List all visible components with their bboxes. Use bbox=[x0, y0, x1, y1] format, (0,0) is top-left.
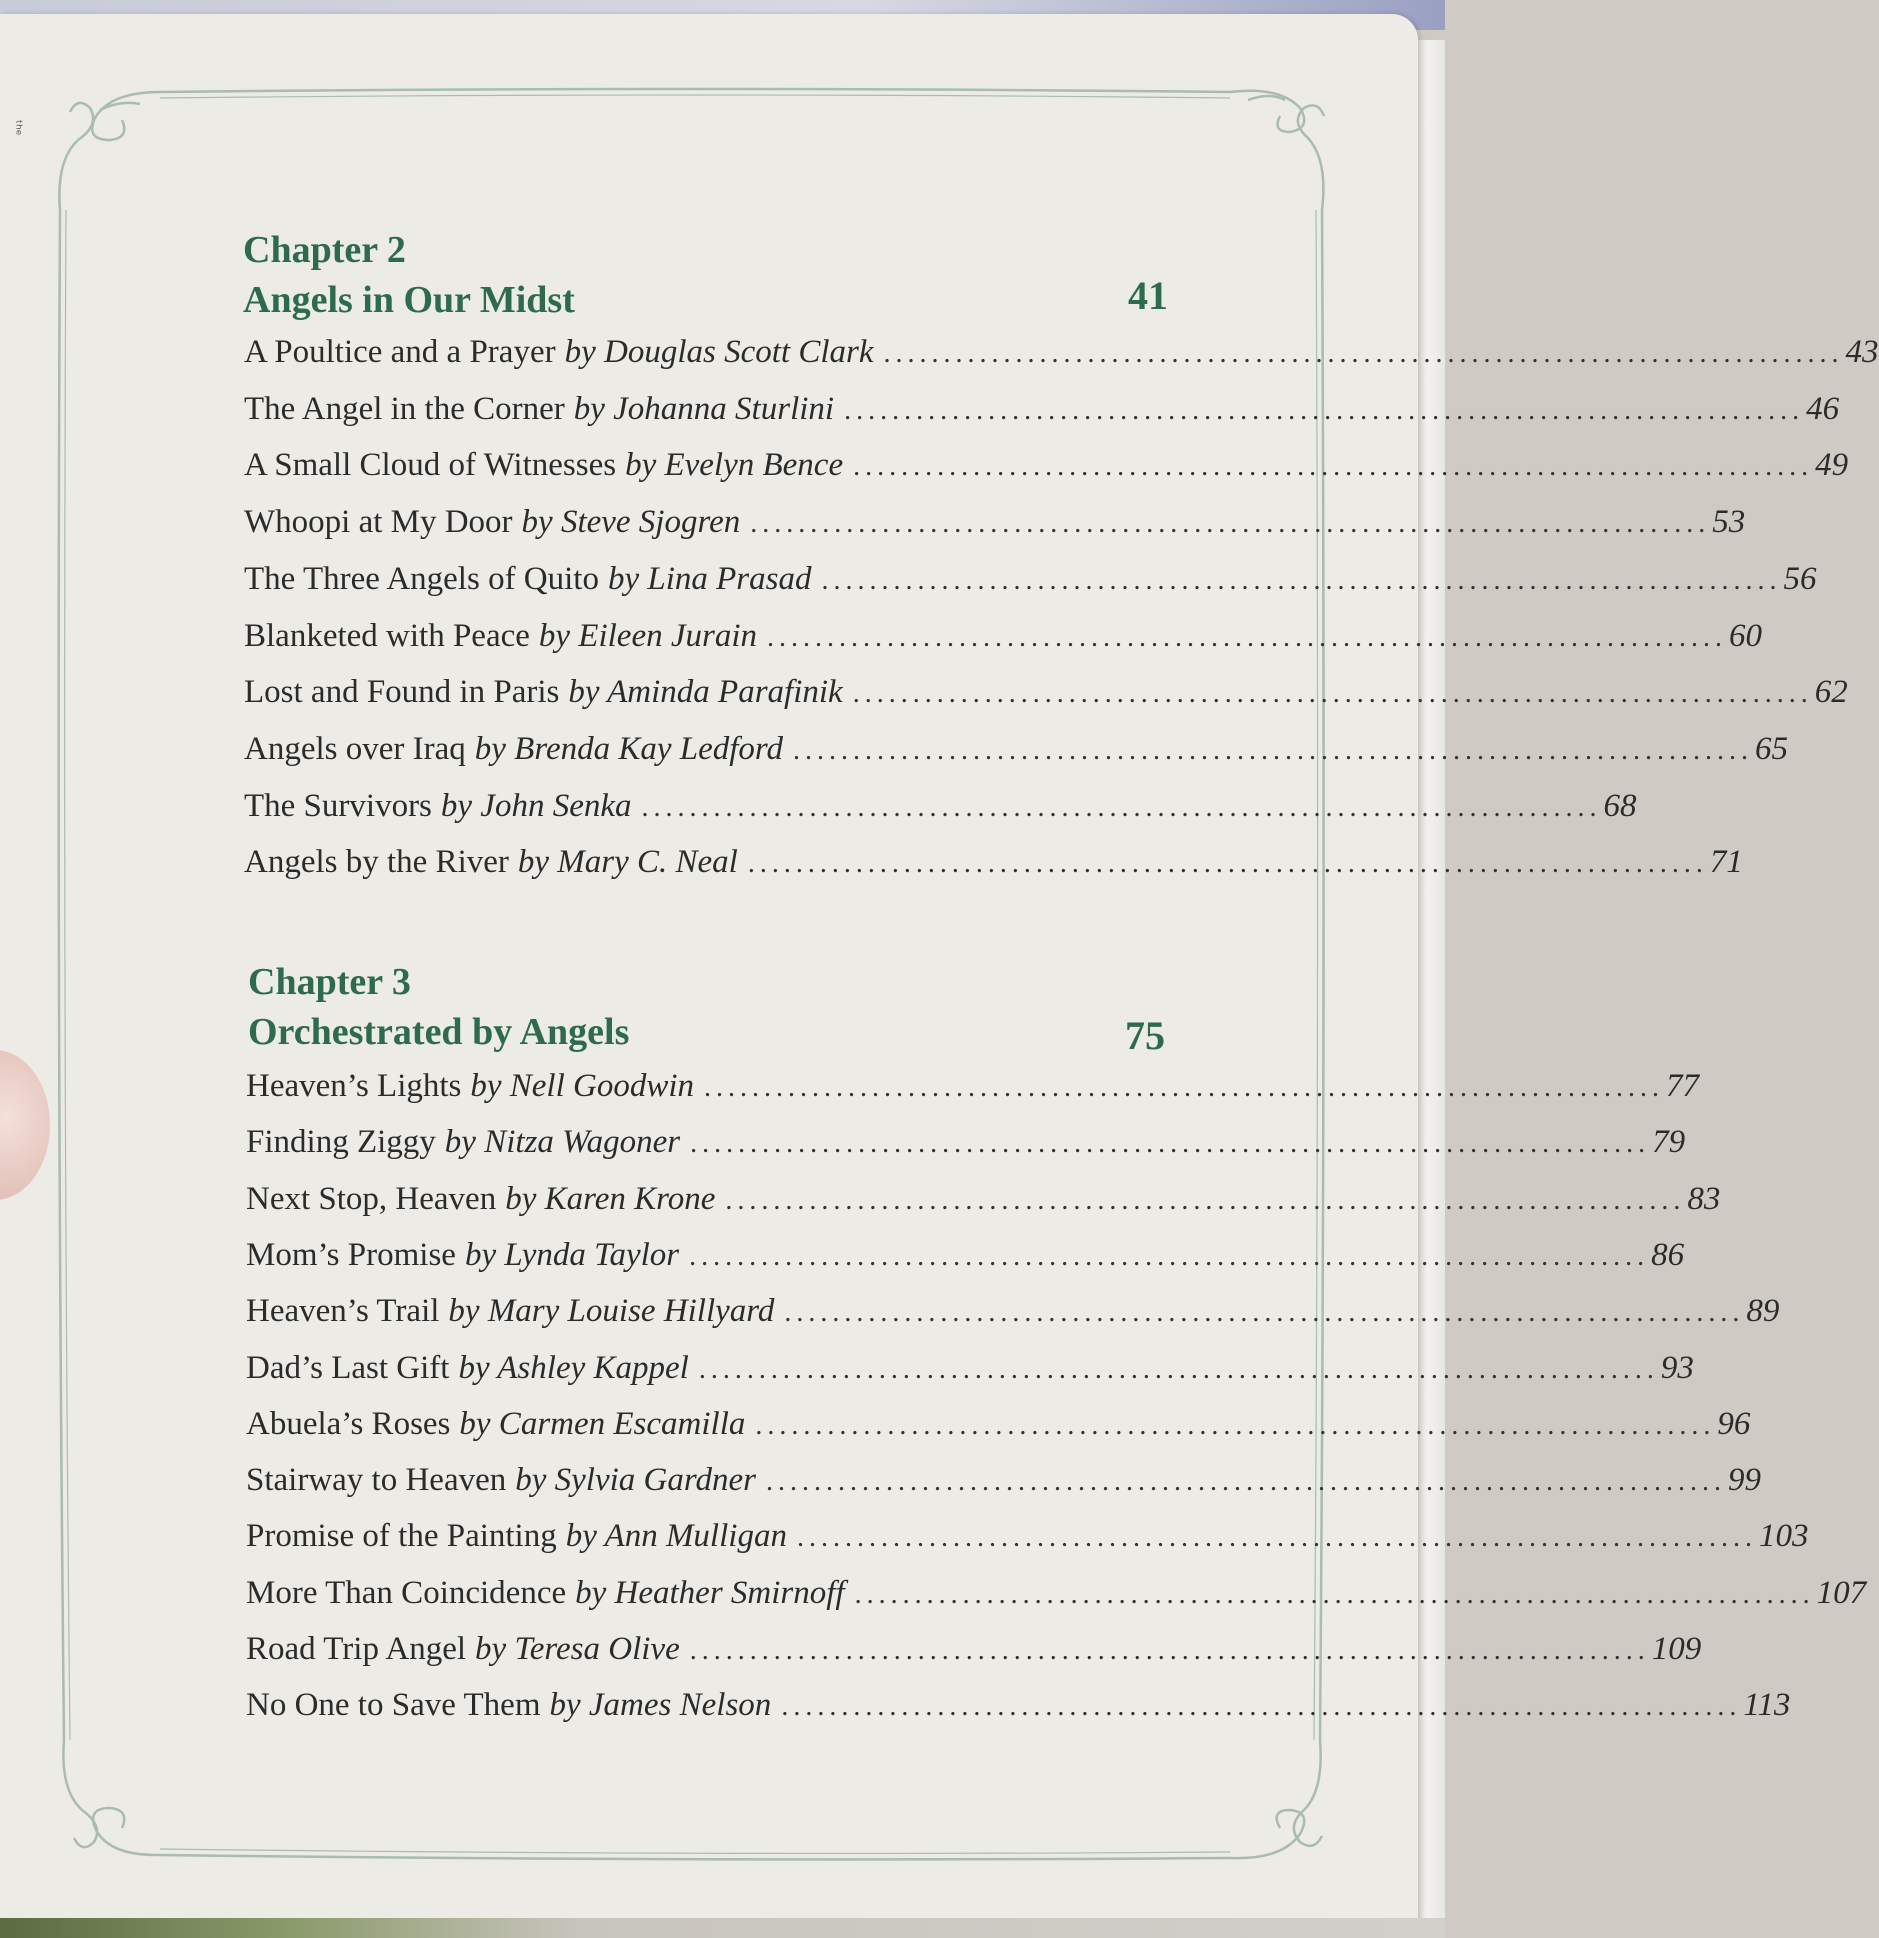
dot-leader: ................................................................................ bbox=[793, 734, 1754, 766]
toc-entry bbox=[246, 1349, 1694, 1394]
story-page-number: 49 bbox=[1815, 447, 1849, 484]
toc-entry bbox=[246, 1236, 1685, 1281]
story-title: Angels by the River bbox=[244, 844, 509, 881]
story-title: No One to Save Them bbox=[246, 1687, 541, 1724]
chapter-page-number: 75 bbox=[1125, 1013, 1165, 1058]
story-title: Next Stop, Heaven bbox=[246, 1180, 497, 1217]
story-author: by Teresa Olive bbox=[475, 1631, 680, 1667]
story-title: Stairway to Heaven bbox=[246, 1462, 507, 1499]
story-author: by Steve Sjogren bbox=[521, 504, 741, 541]
story-title: Whoopi at My Door bbox=[244, 504, 513, 541]
story-page-number: 68 bbox=[1603, 787, 1637, 824]
story-author: by Aminda Parafinik bbox=[568, 674, 843, 711]
dot-leader: ................................................................................ bbox=[698, 1353, 1659, 1385]
chapter-title: Angels in Our Midst bbox=[243, 279, 575, 321]
story-page-number: 96 bbox=[1717, 1405, 1751, 1442]
story-page-number: 103 bbox=[1758, 1518, 1809, 1555]
story-title: Dad’s Last Gift bbox=[246, 1349, 450, 1386]
story-title: A Small Cloud of Witnesses bbox=[244, 447, 617, 484]
dot-leader: ................................................................................ bbox=[784, 1297, 1745, 1329]
story-author: by Mary Louise Hillyard bbox=[448, 1293, 775, 1330]
story-page-number: 71 bbox=[1709, 844, 1743, 881]
story-author: by Lynda Taylor bbox=[464, 1236, 680, 1273]
toc-entry bbox=[244, 334, 1879, 378]
chapter-page-number: 41 bbox=[1128, 273, 1168, 318]
story-author: by Ann Mulligan bbox=[565, 1518, 787, 1555]
toc-entry bbox=[246, 1124, 1686, 1168]
toc-entry bbox=[246, 1293, 1780, 1337]
story-author: by Evelyn Bence bbox=[625, 447, 844, 484]
story-page-number: 53 bbox=[1712, 504, 1746, 541]
dot-leader: ................................................................................ bbox=[704, 1072, 1665, 1103]
dot-leader: ................................................................................ bbox=[821, 564, 1782, 596]
dot-leader: ................................................................................ bbox=[750, 508, 1711, 540]
story-title: Abuela’s Roses bbox=[246, 1405, 451, 1442]
story-page-number: 107 bbox=[1816, 1574, 1867, 1611]
toc-entry bbox=[244, 560, 1817, 605]
dot-leader: ................................................................................ bbox=[641, 791, 1602, 823]
story-title: A Poultice and a Prayer bbox=[244, 334, 556, 370]
story-author: by Nell Goodwin bbox=[470, 1068, 695, 1104]
toc-entry bbox=[246, 1574, 1867, 1619]
dot-leader: ................................................................................ bbox=[690, 1128, 1651, 1160]
story-page-number: 79 bbox=[1652, 1124, 1686, 1161]
story-title: Road Trip Angel bbox=[246, 1631, 467, 1667]
story-author: by Lina Prasad bbox=[607, 560, 812, 597]
story-title: Lost and Found in Paris bbox=[244, 674, 560, 711]
story-page-number: 62 bbox=[1814, 674, 1848, 711]
dot-leader: ................................................................................ bbox=[689, 1635, 1650, 1666]
toc-entry bbox=[244, 787, 1637, 832]
toc-entry bbox=[244, 390, 1840, 435]
story-author: by Nitza Wagoner bbox=[444, 1124, 681, 1161]
story-page-number: 60 bbox=[1729, 617, 1762, 654]
dot-leader: ................................................................................ bbox=[765, 1466, 1726, 1498]
story-author: by Eileen Jurain bbox=[538, 617, 757, 654]
dot-leader: ................................................................................ bbox=[796, 1522, 1757, 1554]
story-title: More Than Coincidence bbox=[246, 1574, 567, 1611]
story-page-number: 46 bbox=[1806, 390, 1840, 427]
dot-leader: ................................................................................ bbox=[755, 1409, 1716, 1441]
bottom-backdrop-strip bbox=[0, 1918, 1445, 1938]
page-edge-mark: ᵗʰᵉ bbox=[8, 120, 24, 136]
story-author: by James Nelson bbox=[549, 1687, 772, 1724]
story-author: by Ashley Kappel bbox=[458, 1349, 689, 1386]
story-page-number: 113 bbox=[1743, 1687, 1791, 1724]
story-title: Mom’s Promise bbox=[246, 1236, 456, 1273]
story-title: The Survivors bbox=[244, 787, 432, 824]
toc-entry bbox=[246, 1687, 1791, 1731]
chapter-label: Chapter 3 bbox=[248, 961, 411, 1003]
toc-entry bbox=[244, 447, 1849, 491]
story-author: by Karen Krone bbox=[505, 1180, 716, 1217]
story-page-number: 65 bbox=[1755, 730, 1789, 767]
story-author: by Douglas Scott Clark bbox=[564, 334, 874, 370]
dot-leader: ................................................................................ bbox=[781, 1691, 1742, 1723]
dot-leader: ................................................................................ bbox=[883, 338, 1844, 369]
story-title: Heaven’s Trail bbox=[246, 1293, 440, 1330]
toc-entry bbox=[246, 1405, 1751, 1450]
story-author: by Mary C. Neal bbox=[517, 844, 738, 881]
story-author: by Sylvia Gardner bbox=[515, 1462, 756, 1499]
toc-entry bbox=[246, 1180, 1721, 1225]
toc-entry bbox=[244, 674, 1848, 718]
chapter-label: Chapter 2 bbox=[243, 229, 406, 271]
chapter-title: Orchestrated by Angels bbox=[248, 1011, 630, 1053]
story-page-number: 43 bbox=[1845, 334, 1879, 370]
toc-entry bbox=[246, 1518, 1809, 1562]
story-author: by John Senka bbox=[440, 787, 632, 824]
dot-leader: ................................................................................ bbox=[844, 394, 1805, 426]
story-title: The Three Angels of Quito bbox=[244, 560, 599, 597]
story-page-number: 77 bbox=[1666, 1068, 1700, 1104]
toc-entry bbox=[246, 1068, 1700, 1112]
story-page-number: 109 bbox=[1651, 1631, 1702, 1667]
toc-entry bbox=[244, 617, 1762, 662]
dot-leader: ................................................................................ bbox=[747, 848, 1708, 880]
story-page-number: 83 bbox=[1687, 1180, 1721, 1217]
toc-entry bbox=[244, 730, 1789, 775]
story-title: The Angel in the Corner bbox=[244, 390, 565, 427]
story-page-number: 93 bbox=[1660, 1349, 1694, 1386]
story-title: Angels over Iraq bbox=[244, 730, 466, 767]
dot-leader: ................................................................................ bbox=[767, 621, 1727, 653]
story-author: by Carmen Escamilla bbox=[459, 1405, 746, 1442]
story-title: Blanketed with Peace bbox=[244, 617, 530, 654]
toc-entry bbox=[246, 1631, 1702, 1675]
dot-leader: ................................................................................ bbox=[853, 451, 1814, 483]
story-author: by Brenda Kay Ledford bbox=[474, 730, 784, 767]
dot-leader: ................................................................................ bbox=[725, 1184, 1686, 1216]
story-page-number: 89 bbox=[1746, 1293, 1780, 1330]
toc-entry bbox=[244, 844, 1743, 888]
dot-leader: ................................................................................ bbox=[689, 1240, 1650, 1272]
story-page-number: 86 bbox=[1651, 1236, 1685, 1273]
dot-leader: ................................................................................ bbox=[852, 678, 1813, 710]
story-title: Heaven’s Lights bbox=[246, 1068, 462, 1104]
story-author: by Heather Smirnoff bbox=[575, 1574, 845, 1611]
dot-leader: ................................................................................ bbox=[854, 1578, 1815, 1610]
story-title: Promise of the Painting bbox=[246, 1518, 557, 1555]
toc-entry bbox=[246, 1462, 1761, 1506]
toc-entry bbox=[244, 504, 1746, 548]
story-title: Finding Ziggy bbox=[246, 1124, 436, 1161]
story-page-number: 99 bbox=[1727, 1462, 1761, 1499]
story-page-number: 56 bbox=[1783, 560, 1817, 597]
story-author: by Johanna Sturlini bbox=[573, 390, 835, 427]
